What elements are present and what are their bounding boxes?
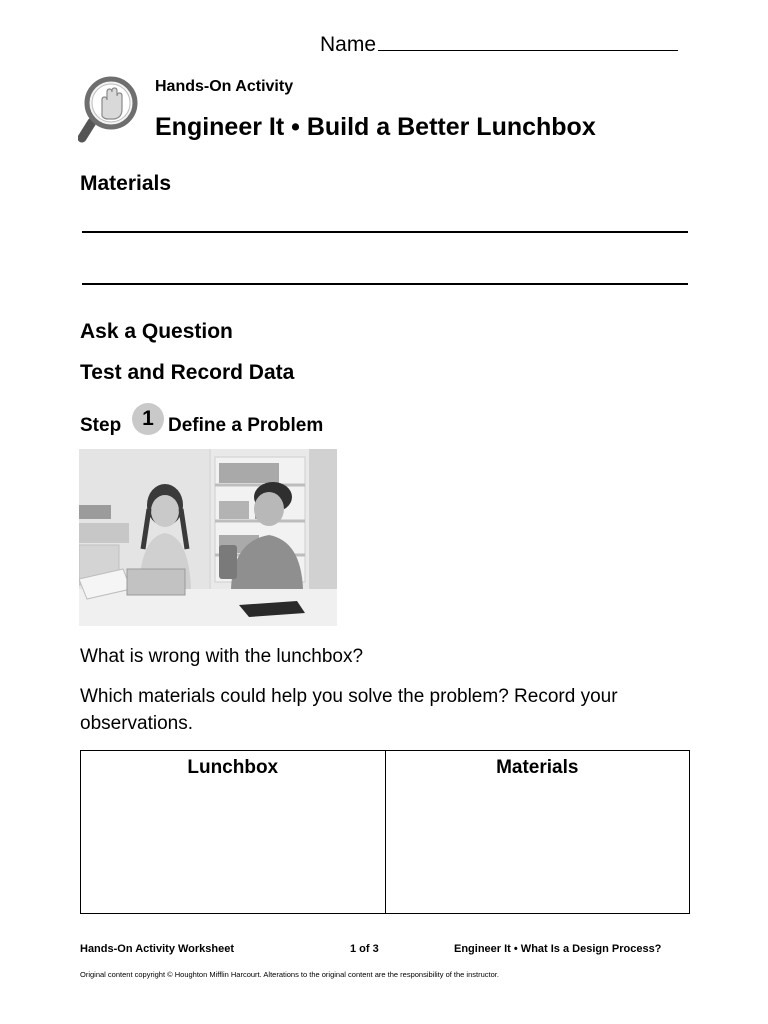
materials-column[interactable] xyxy=(385,751,690,914)
question-1: What is wrong with the lunchbox? xyxy=(80,646,364,667)
step-number-badge: 1 xyxy=(132,403,164,435)
name-field[interactable] xyxy=(320,32,678,57)
observations-table xyxy=(80,750,690,914)
materials-answer-line-2[interactable] xyxy=(82,283,688,285)
table-header-materials: Materials xyxy=(496,757,579,778)
question-2: Which materials could help you solve the problem? Record your observations. xyxy=(80,686,618,734)
table-header-lunchbox: Lunchbox xyxy=(187,757,279,778)
materials-heading: Materials xyxy=(80,172,172,195)
footer-left: Hands-On Activity Worksheet xyxy=(80,943,235,955)
magnifying-glass-hand-icon xyxy=(78,76,140,144)
name-blank-line[interactable] xyxy=(378,32,678,51)
test-record-heading: Test and Record Data xyxy=(80,361,295,384)
footer-page-number: 1 of 3 xyxy=(350,943,379,955)
footer-right: Engineer It • What Is a Design Process? xyxy=(454,943,662,955)
copyright-notice: Original content copyright © Houghton Mifflin Harcourt. Alterations to the original content are the responsibility of the instructor. xyxy=(80,970,499,979)
page-title: Engineer It • Build a Better Lunchbox xyxy=(155,113,596,141)
name-label: Name xyxy=(320,33,377,56)
lunchbox-column[interactable] xyxy=(81,751,386,914)
children-lunchbox-photo xyxy=(79,449,337,626)
step-label: Step xyxy=(80,415,122,436)
activity-label: Hands-On Activity xyxy=(155,78,294,95)
ask-question-heading: Ask a Question xyxy=(80,320,233,343)
materials-answer-line-1[interactable] xyxy=(82,231,688,233)
step-title: Define a Problem xyxy=(168,415,324,436)
